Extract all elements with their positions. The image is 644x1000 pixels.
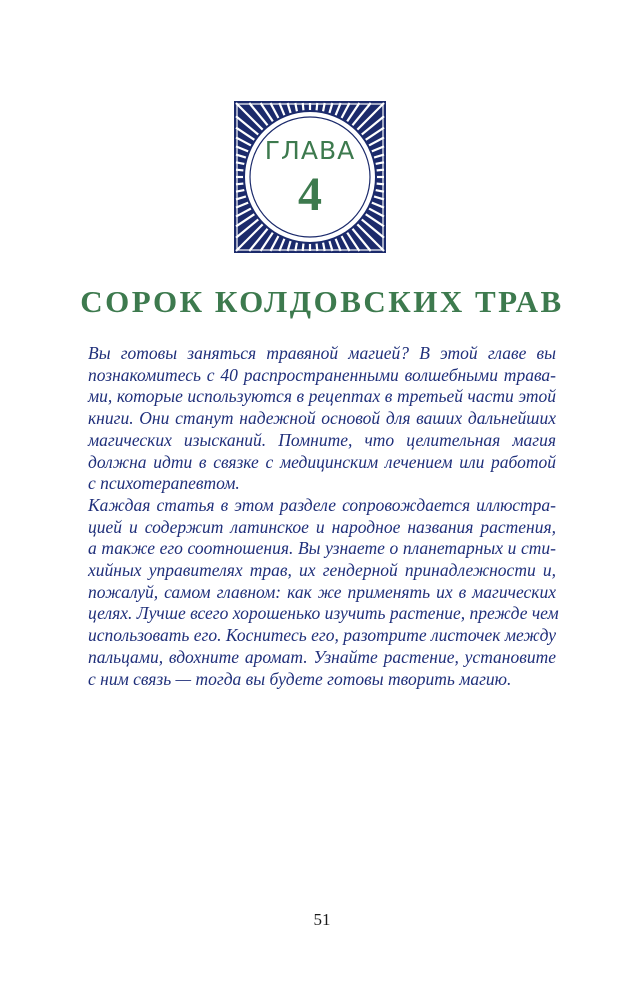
text-line: хийных управителях трав, их гендерной принадлежности и, — [88, 560, 556, 581]
text-line: Каждая статья в этом разделе сопровождается иллюстра- — [88, 494, 556, 515]
chapter-title: СОРОК КОЛДОВСКИХ ТРАВ — [80, 284, 564, 319]
text-line: целях. Лучше всего хорошенько изучить растение, прежде чем — [88, 603, 559, 624]
text-line: должна идти в связке с медицинским лечением или работой — [88, 451, 556, 472]
chapter-intro — [88, 343, 559, 690]
text-line: с психотерапевтом. — [88, 473, 240, 494]
text-line: Вы готовы заняться травяной магией? В этой главе вы — [88, 343, 556, 363]
text-line: а также его соотношения. Вы узнаете о планетарных и сти- — [88, 538, 556, 559]
text-line: цией и содержит латинское и народное названия растения, — [88, 516, 556, 537]
chapter-label: ГЛАВА — [264, 136, 356, 165]
text-line: пожалуй, самом главном: как же применять их в магических — [88, 581, 556, 602]
paragraph-2 — [88, 494, 559, 690]
chapter-emblem — [234, 101, 386, 253]
paragraph-1 — [88, 343, 556, 495]
text-line: использовать его. Коснитесь его, разотрите листочек между — [88, 625, 556, 646]
text-line: с ним связь — тогда вы будете готовы творить магию. — [88, 668, 512, 689]
page-number: 51 — [313, 910, 331, 929]
text-line: познакомитесь с 40 распространенными волшебными трава- — [88, 364, 556, 385]
chapter-number: 4 — [298, 168, 322, 221]
text-line: пальцами, вдохните аромат. Узнайте растение, установите — [88, 646, 556, 667]
text-line: магических изысканий. Помните, что целительная магия — [88, 429, 556, 450]
text-line: книги. Они станут надежной основой для ваших дальнейших — [88, 408, 556, 429]
text-line: ми, которые используются в рецептах в третьей части этой — [88, 386, 556, 407]
